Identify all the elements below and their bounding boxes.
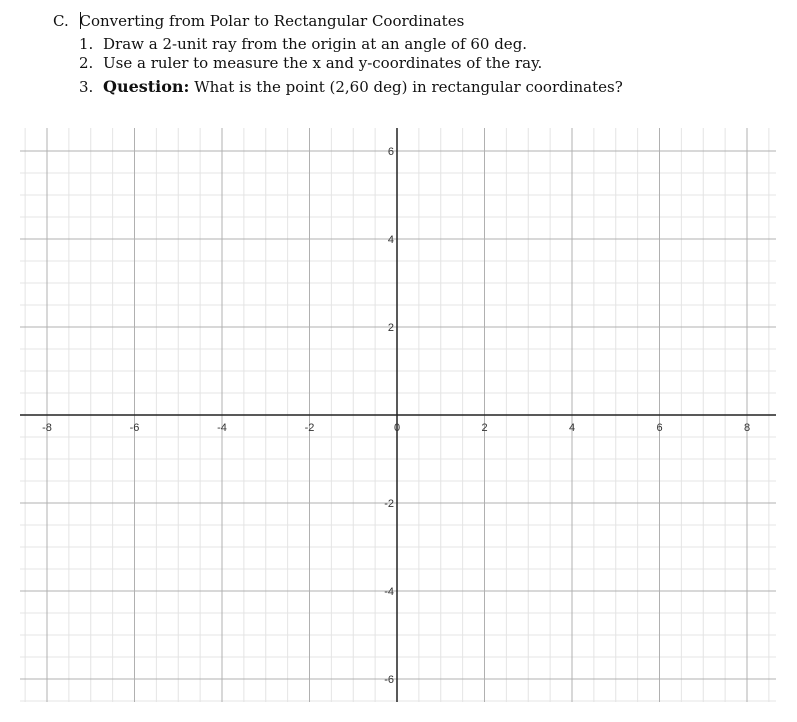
x-tick-label: -2 bbox=[304, 422, 315, 434]
y-tick-label: -4 bbox=[384, 586, 394, 598]
y-tick-label: 6 bbox=[387, 146, 394, 158]
x-tick-label: 8 bbox=[743, 422, 751, 434]
step-number: 1. bbox=[79, 35, 94, 53]
question-label: Question: bbox=[103, 77, 190, 96]
x-tick-label: 6 bbox=[656, 422, 663, 434]
x-tick-label: 0 bbox=[393, 422, 401, 434]
x-tick-label: -6 bbox=[129, 422, 140, 434]
y-tick-label: 2 bbox=[387, 322, 394, 334]
step-text: Draw a 2-unit ray from the origin at an angle of 60 deg. bbox=[103, 35, 528, 53]
section-title: Converting from Polar to Rectangular Coordinates bbox=[79, 12, 465, 30]
x-tick-label: 2 bbox=[481, 422, 488, 434]
x-tick-label: -4 bbox=[217, 422, 227, 434]
step-number: 2. bbox=[79, 54, 94, 72]
x-tick-label: 4 bbox=[568, 422, 576, 434]
y-tick-label: -2 bbox=[384, 498, 394, 510]
section-label: C. bbox=[53, 12, 69, 30]
y-tick-label: 4 bbox=[387, 234, 394, 246]
step-number: 3. bbox=[79, 78, 94, 96]
question-text: What is the point (2,60 deg) in rectangular coordinates? bbox=[194, 78, 623, 96]
step-text: Use a ruler to measure the x and y-coordinates of the ray. bbox=[103, 54, 543, 72]
x-tick-label: -8 bbox=[42, 422, 52, 434]
y-tick-label: -6 bbox=[384, 674, 394, 686]
